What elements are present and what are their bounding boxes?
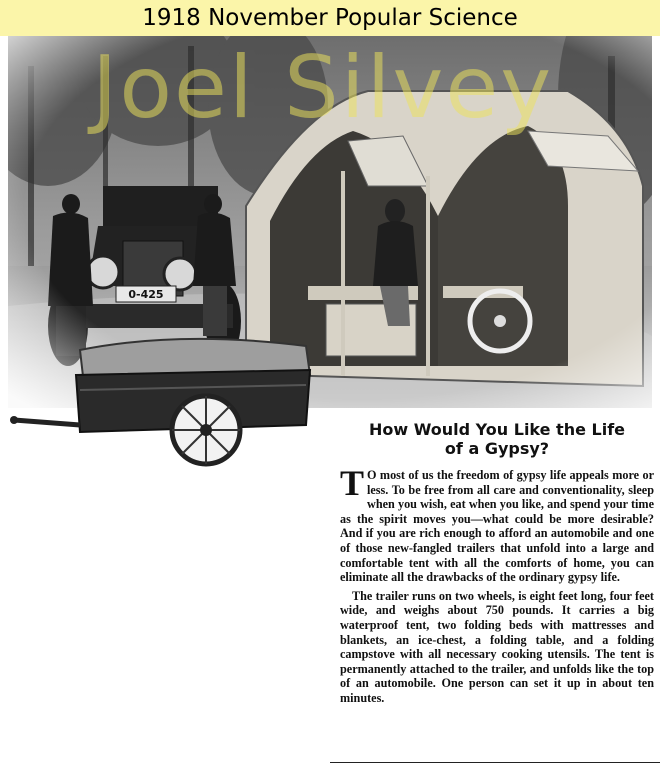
article-title-line-1: How Would You Like the Life <box>368 420 626 439</box>
paragraph-1-text: O most of us the freedom of gypsy life appeals more or less. To be free from all care and conventionality, sleep when you wish, eat when you like, and spend your time as the spirit moves you—what could be more desirable? And if you are rich enough to afford an automobile and one of those new-fangled trailers that unfold into a large and comfortable tent with all the comforts of home, you can eliminate all the drawbacks of the ordinary gypsy life. <box>340 468 654 585</box>
page-header <box>0 0 660 36</box>
article <box>340 420 654 710</box>
article-title-line-2: of a Gypsy? <box>444 439 550 458</box>
watermark: Joel Silvey <box>92 38 554 138</box>
trailer-illustration <box>10 330 322 470</box>
article-title <box>340 420 654 458</box>
bottom-rule <box>330 762 660 763</box>
article-paragraph-1 <box>340 463 654 585</box>
header-caption: 1918 November Popular Science <box>142 5 518 31</box>
article-paragraph-2: The trailer runs on two wheels, is eight feet long, four feet wide, and weighs about 750 pounds. It carries a big waterproof tent, two folding beds with mattresses and blankets, an ice-chest, a folding table, and a folding campstove with all necessary cooking utensils. The tent is permanently attached to the trailer, and unfolds like the top of an automobile. One person can set it up in about ten minutes. <box>340 588 654 705</box>
drop-cap: T <box>340 463 365 503</box>
